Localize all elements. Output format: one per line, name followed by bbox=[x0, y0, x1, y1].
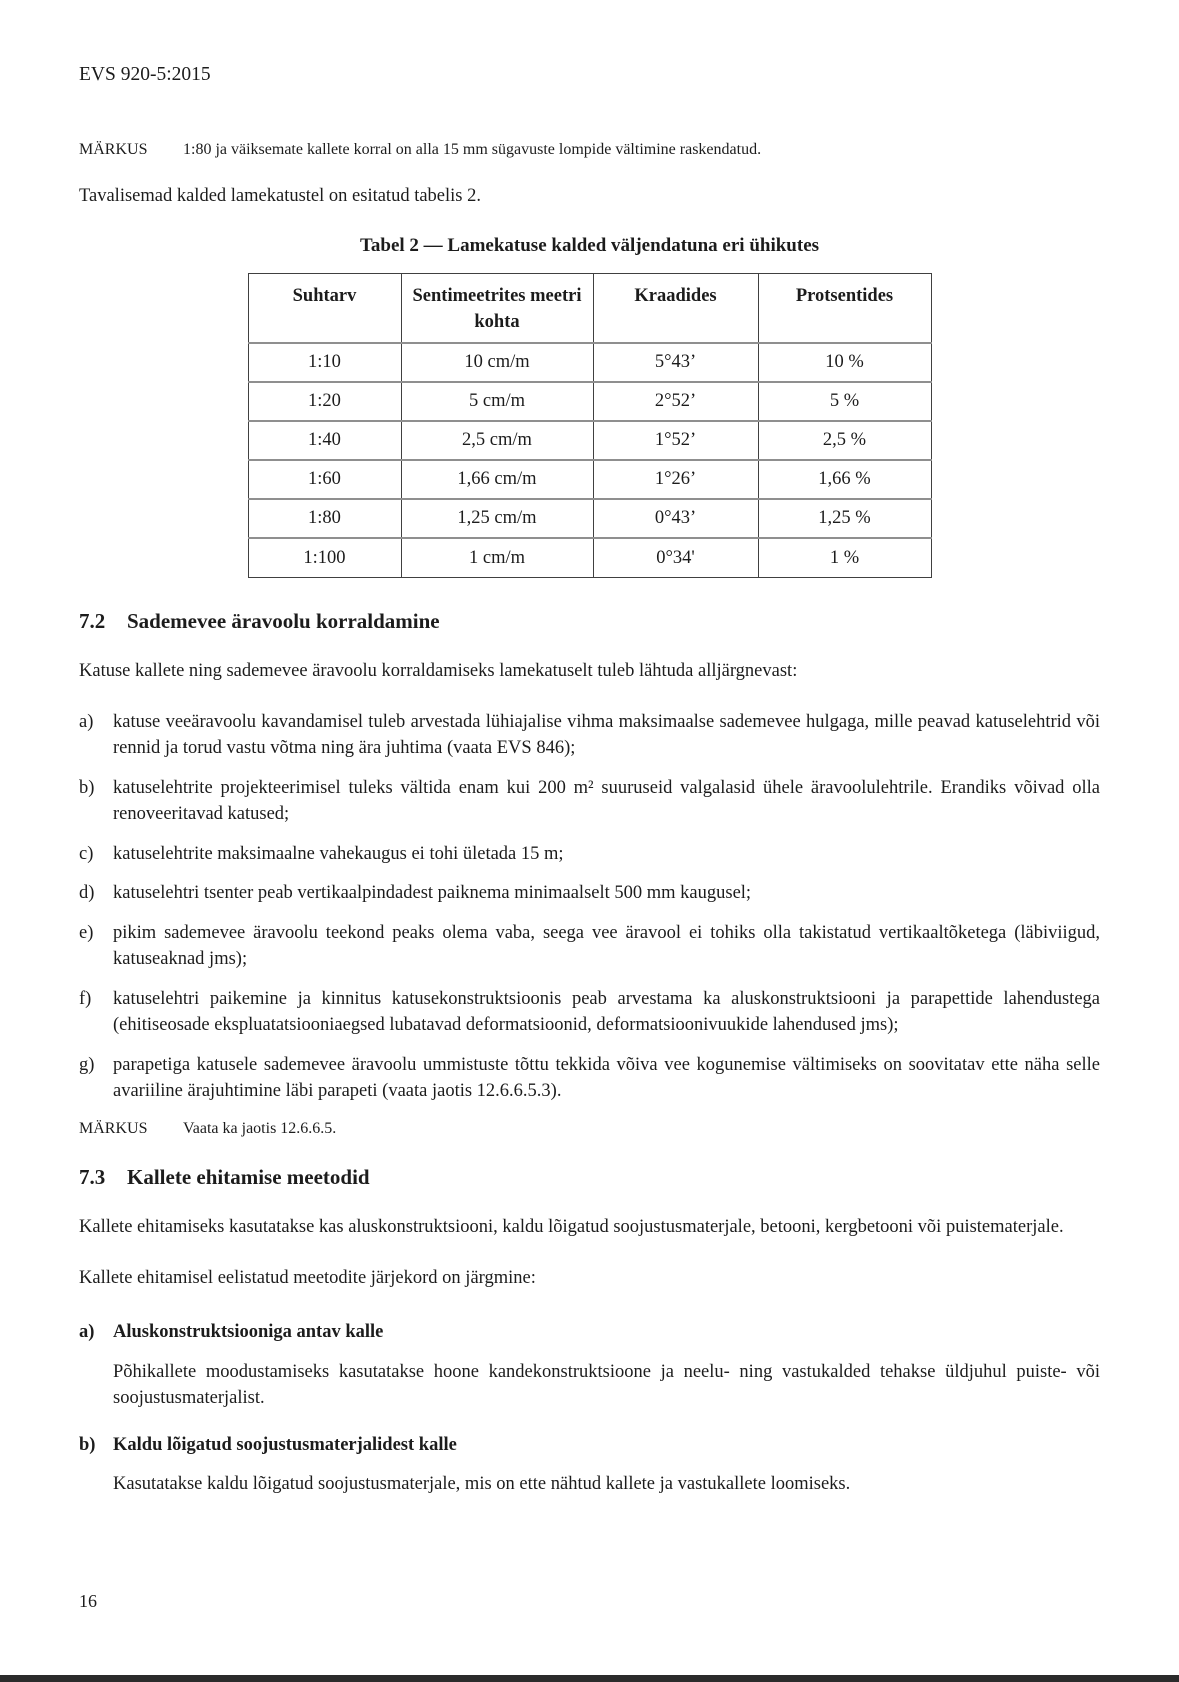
table-cell: 1 cm/m bbox=[401, 538, 593, 577]
section-7-2-number: 7.2 bbox=[79, 608, 106, 633]
list-item-text: katuselehtri paikemine ja kinnitus katusekonstruktsioonis peab arvestama ka aluskonstruktsiooni ja parapettide lahendustega (ehitiseosade ekspluatatsiooniaegsed lubatavad deformatsioonid, deformatsioonivuukide lahendused jms); bbox=[113, 988, 1100, 1035]
bottom-edge-bar bbox=[0, 1675, 1179, 1682]
table-cell: 2,5 % bbox=[758, 421, 931, 460]
table-cell: 1°26’ bbox=[593, 460, 758, 499]
table-row bbox=[248, 538, 931, 577]
table-cell: 1:20 bbox=[248, 382, 401, 421]
table-cell: 0°43’ bbox=[593, 499, 758, 538]
table-cell: 1:40 bbox=[248, 421, 401, 460]
table-row bbox=[248, 382, 931, 421]
list-marker: f) bbox=[79, 988, 92, 1009]
table-row bbox=[248, 343, 931, 382]
method-a-body: Põhikallete moodustamiseks kasutatakse hoone kandekonstruktsioone ja neelu- ning vastukalded tehakse üldjuhul puiste- või soojustusmaterjalist. bbox=[113, 1361, 1100, 1408]
table-cell: 1:10 bbox=[248, 343, 401, 382]
list-item-a bbox=[79, 709, 1100, 762]
section-7-2-title: Sademevee äravoolu korraldamine bbox=[127, 608, 440, 633]
list-item-e bbox=[79, 920, 1100, 973]
table-cell: 1:60 bbox=[248, 460, 401, 499]
table-cell: 2°52’ bbox=[593, 382, 758, 421]
table-row bbox=[248, 499, 931, 538]
list-marker: c) bbox=[79, 843, 94, 864]
table-cell: 10 cm/m bbox=[401, 343, 593, 382]
table-header-suhtarv: Suhtarv bbox=[248, 273, 401, 343]
section-7-3-para-1: Kallete ehitamiseks kasutatakse kas aluskonstruktsiooni, kaldu lõigatud soojustusmaterjale, betooni, kergbetooni või puistematerjale. bbox=[79, 1217, 1064, 1237]
list-item-text: katuselehtrite maksimaalne vahekaugus ei tohi ületada 15 m; bbox=[113, 843, 564, 864]
table-row bbox=[248, 460, 931, 499]
list-item-text: pikim sademevee äravoolu teekond peaks olema vaba, seega vee äravool ei tohiks olla takistatud vertikaaltõketega (läbiviigud, katuseaknad jms); bbox=[113, 922, 1100, 969]
list-item-text: katuselehtrite projekteerimisel tuleks vältida enam kui 200 m² suuruseid valgalasid ühele äravoolulehtrile. Erandiks võivad olla renoveeritavad katused; bbox=[113, 777, 1100, 824]
note-2-text: Vaata ka jaotis 12.6.6.5. bbox=[183, 1119, 337, 1137]
list-marker: e) bbox=[79, 922, 94, 943]
method-title: Aluskonstruktsiooniga antav kalle bbox=[113, 1322, 384, 1342]
table-cell: 1,66 cm/m bbox=[401, 460, 593, 499]
table-title: Tabel 2 — Lamekatuse kalded väljendatuna eri ühikutes bbox=[359, 235, 820, 256]
method-b-body: Kasutatakse kaldu lõigatud soojustusmaterjale, mis on ette nähtud kallete ja vastukallete loomiseks. bbox=[113, 1474, 851, 1494]
note-1 bbox=[79, 139, 1100, 161]
method-marker: a) bbox=[79, 1322, 95, 1342]
table-header-row bbox=[248, 273, 931, 343]
document-reference: EVS 920-5:2015 bbox=[79, 64, 211, 85]
table-header-kraadides: Kraadides bbox=[593, 273, 758, 343]
section-7-2-intro: Katuse kallete ning sademevee äravoolu korraldamiseks lamekatuselt tuleb lähtuda alljärgnevast: bbox=[79, 661, 798, 681]
table-cell: 10 % bbox=[758, 343, 931, 382]
list-marker: b) bbox=[79, 777, 95, 798]
list-item-b bbox=[79, 775, 1100, 828]
table-cell: 1°52’ bbox=[593, 421, 758, 460]
method-title: Kaldu lõigatud soojustusmaterjalidest kalle bbox=[113, 1434, 457, 1455]
method-a-heading bbox=[79, 1319, 1100, 1346]
list-item-g bbox=[79, 1052, 1100, 1105]
method-marker: b) bbox=[79, 1434, 96, 1455]
table-cell: 5°43’ bbox=[593, 343, 758, 382]
note-1-text: 1:80 ja väiksemate kallete korral on alla 15 mm sügavuste lompide vältimine raskendatud. bbox=[183, 140, 762, 158]
section-7-3-heading bbox=[79, 1164, 1100, 1191]
table-row bbox=[248, 421, 931, 460]
table-cell: 1,25 cm/m bbox=[401, 499, 593, 538]
section-7-2-heading bbox=[79, 608, 1100, 635]
table-header-protsentides: Protsentides bbox=[758, 273, 931, 343]
table-header-sentimeetrites: Sentimeetrites meetri kohta bbox=[401, 273, 593, 343]
list-marker: a) bbox=[79, 711, 94, 732]
table-cell: 0°34' bbox=[593, 538, 758, 577]
section-7-3-number: 7.3 bbox=[79, 1164, 106, 1189]
table-cell: 1 % bbox=[758, 538, 931, 577]
page-number: 16 bbox=[79, 1591, 97, 1611]
list-item-text: katuselehtri tsenter peab vertikaalpindadest paiknema minimaalselt 500 mm kaugusel; bbox=[113, 883, 752, 903]
table-cell: 1,66 % bbox=[758, 460, 931, 499]
section-7-3-para-2: Kallete ehitamisel eelistatud meetodite järjekord on järgmine: bbox=[79, 1267, 536, 1288]
table-cell: 5 % bbox=[758, 382, 931, 421]
list-marker: g) bbox=[79, 1054, 95, 1075]
note-1-label: MÄRKUS bbox=[79, 140, 148, 158]
list-marker: d) bbox=[79, 883, 95, 903]
table-cell: 1,25 % bbox=[758, 499, 931, 538]
list-item-text: parapetiga katusele sademevee äravoolu ummistuste tõttu tekkida võiva vee kogunemise vältimiseks on soovitatav ette näha selle avariiline ärajuhtimine läbi parapeti (vaata jaotis 12.6.6.5.3). bbox=[113, 1054, 1100, 1101]
table-cell: 5 cm/m bbox=[401, 382, 593, 421]
method-b-heading bbox=[79, 1432, 1100, 1459]
table-cell: 2,5 cm/m bbox=[401, 421, 593, 460]
table-cell: 1:100 bbox=[248, 538, 401, 577]
list-item-c bbox=[79, 841, 1100, 868]
list-item-text: katuse veeäravoolu kavandamisel tuleb arvestada lühiajalise vihma maksimaalse sademevee hulgaga, mille peavad katuselehtrid või rennid ja torud vastu võtma ning ära juhtima (vaata EVS 846); bbox=[113, 711, 1100, 758]
section-7-3-title: Kallete ehitamise meetodid bbox=[127, 1164, 370, 1189]
intro-paragraph: Tavalisemad kalded lamekatustel on esitatud tabelis 2. bbox=[79, 185, 481, 206]
list-item-f bbox=[79, 986, 1100, 1039]
note-2 bbox=[79, 1118, 1100, 1140]
table-cell: 1:80 bbox=[248, 499, 401, 538]
slope-table bbox=[248, 273, 932, 578]
list-item-d bbox=[79, 880, 1100, 907]
note-2-label: MÄRKUS bbox=[79, 1119, 148, 1137]
